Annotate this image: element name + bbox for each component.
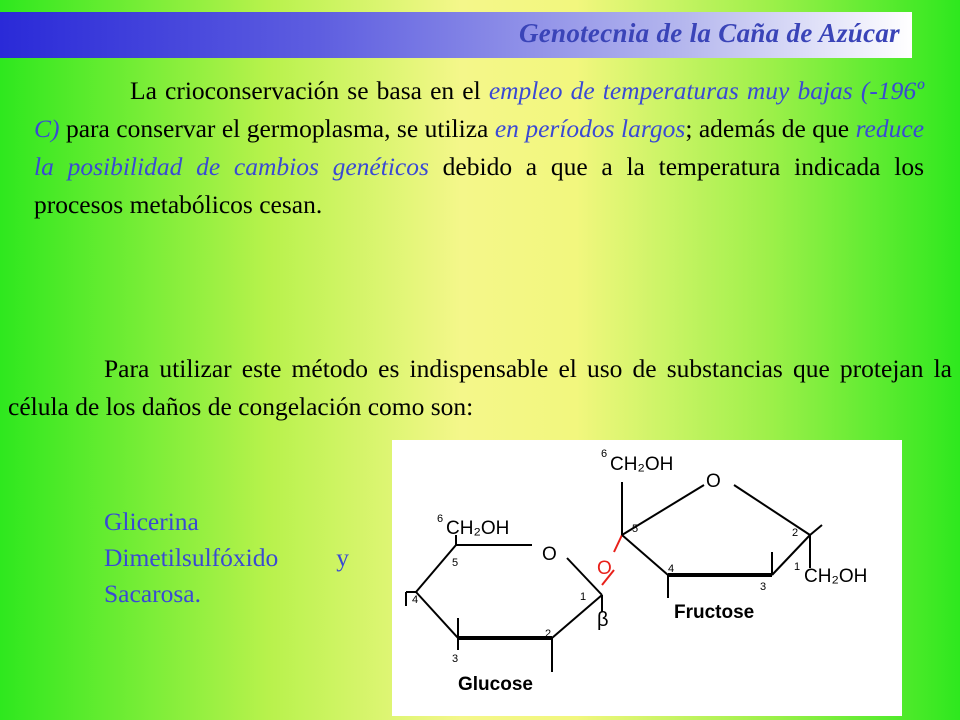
glucose-c1-number: 1 bbox=[580, 591, 587, 603]
glucose-name-label: Glucose bbox=[458, 674, 533, 695]
substance-dmso-label: Dimetilsulfóxido bbox=[104, 543, 279, 572]
fructose-c5-number: 5 bbox=[632, 523, 639, 535]
p1-highlight-3: reduce la posibilidad de cambios genéticos bbox=[34, 114, 925, 181]
p1-text-1: La crioconservación se basa en el bbox=[130, 76, 489, 105]
substance-item-sacarosa: Sacarosa. bbox=[104, 579, 201, 608]
substance-list bbox=[104, 504, 354, 612]
fructose-c4-number: 4 bbox=[668, 563, 675, 575]
p1-highlight-2: en períodos largos bbox=[494, 114, 686, 143]
fructose-name-label: Fructose bbox=[674, 602, 755, 623]
fructose-c3-number: 3 bbox=[760, 581, 767, 593]
substance-item-glicerina: Glicerina bbox=[104, 507, 199, 536]
sucrose-structure-figure bbox=[392, 440, 902, 716]
glycosidic-bond-upper bbox=[614, 535, 622, 552]
glucose-c6-number: 6 bbox=[437, 513, 444, 525]
substance-item-dimetilsulfoxido bbox=[104, 540, 349, 576]
glucose-c3-number: 3 bbox=[452, 653, 459, 665]
fructose-ch2oh-right-label: CH₂OH bbox=[804, 566, 868, 587]
p1-text-4: debido a que a la temperatura indicada los procesos metabólicos cesan. bbox=[34, 152, 924, 219]
paragraph-cryopreservation bbox=[34, 72, 924, 224]
figure-labels bbox=[412, 448, 867, 695]
fructose-c2-number: 2 bbox=[792, 527, 799, 539]
glucose-ring-bonds bbox=[406, 535, 602, 672]
p1-text-3: ; además de que bbox=[685, 114, 856, 143]
fructose-ch2oh-top-label: CH₂OH bbox=[610, 454, 674, 475]
fructose-c1-number: 1 bbox=[794, 561, 801, 573]
substance-conjunction: y bbox=[336, 543, 349, 572]
glycosidic-oxygen: O bbox=[597, 558, 612, 579]
fructose-c6-number: 6 bbox=[601, 448, 608, 460]
paragraph-method: Para utilizar este método es indispensable el uso de substancias que protejan la célula de los daños de congelación como son: bbox=[8, 354, 952, 421]
fructose-ring-bonds bbox=[622, 482, 822, 598]
glucose-ring-oxygen: O bbox=[542, 544, 557, 565]
beta-label: β bbox=[597, 609, 609, 631]
glucose-ch2oh-label: CH₂OH bbox=[446, 518, 510, 539]
title-bar bbox=[0, 12, 912, 58]
glucose-c5-number: 5 bbox=[452, 557, 459, 569]
p1-highlight-1: empleo de temperaturas muy bajas (-196º C) bbox=[34, 76, 924, 143]
p1-text-2: para conservar el germoplasma, se utiliza bbox=[59, 114, 495, 143]
glucose-c4-number: 4 bbox=[412, 594, 419, 606]
fructose-ring-oxygen: O bbox=[706, 471, 721, 492]
glucose-c2-number: 2 bbox=[545, 628, 552, 640]
sucrose-diagram bbox=[392, 440, 902, 716]
slide-title: Genotecnia de la Caña de Azúcar bbox=[518, 18, 900, 48]
